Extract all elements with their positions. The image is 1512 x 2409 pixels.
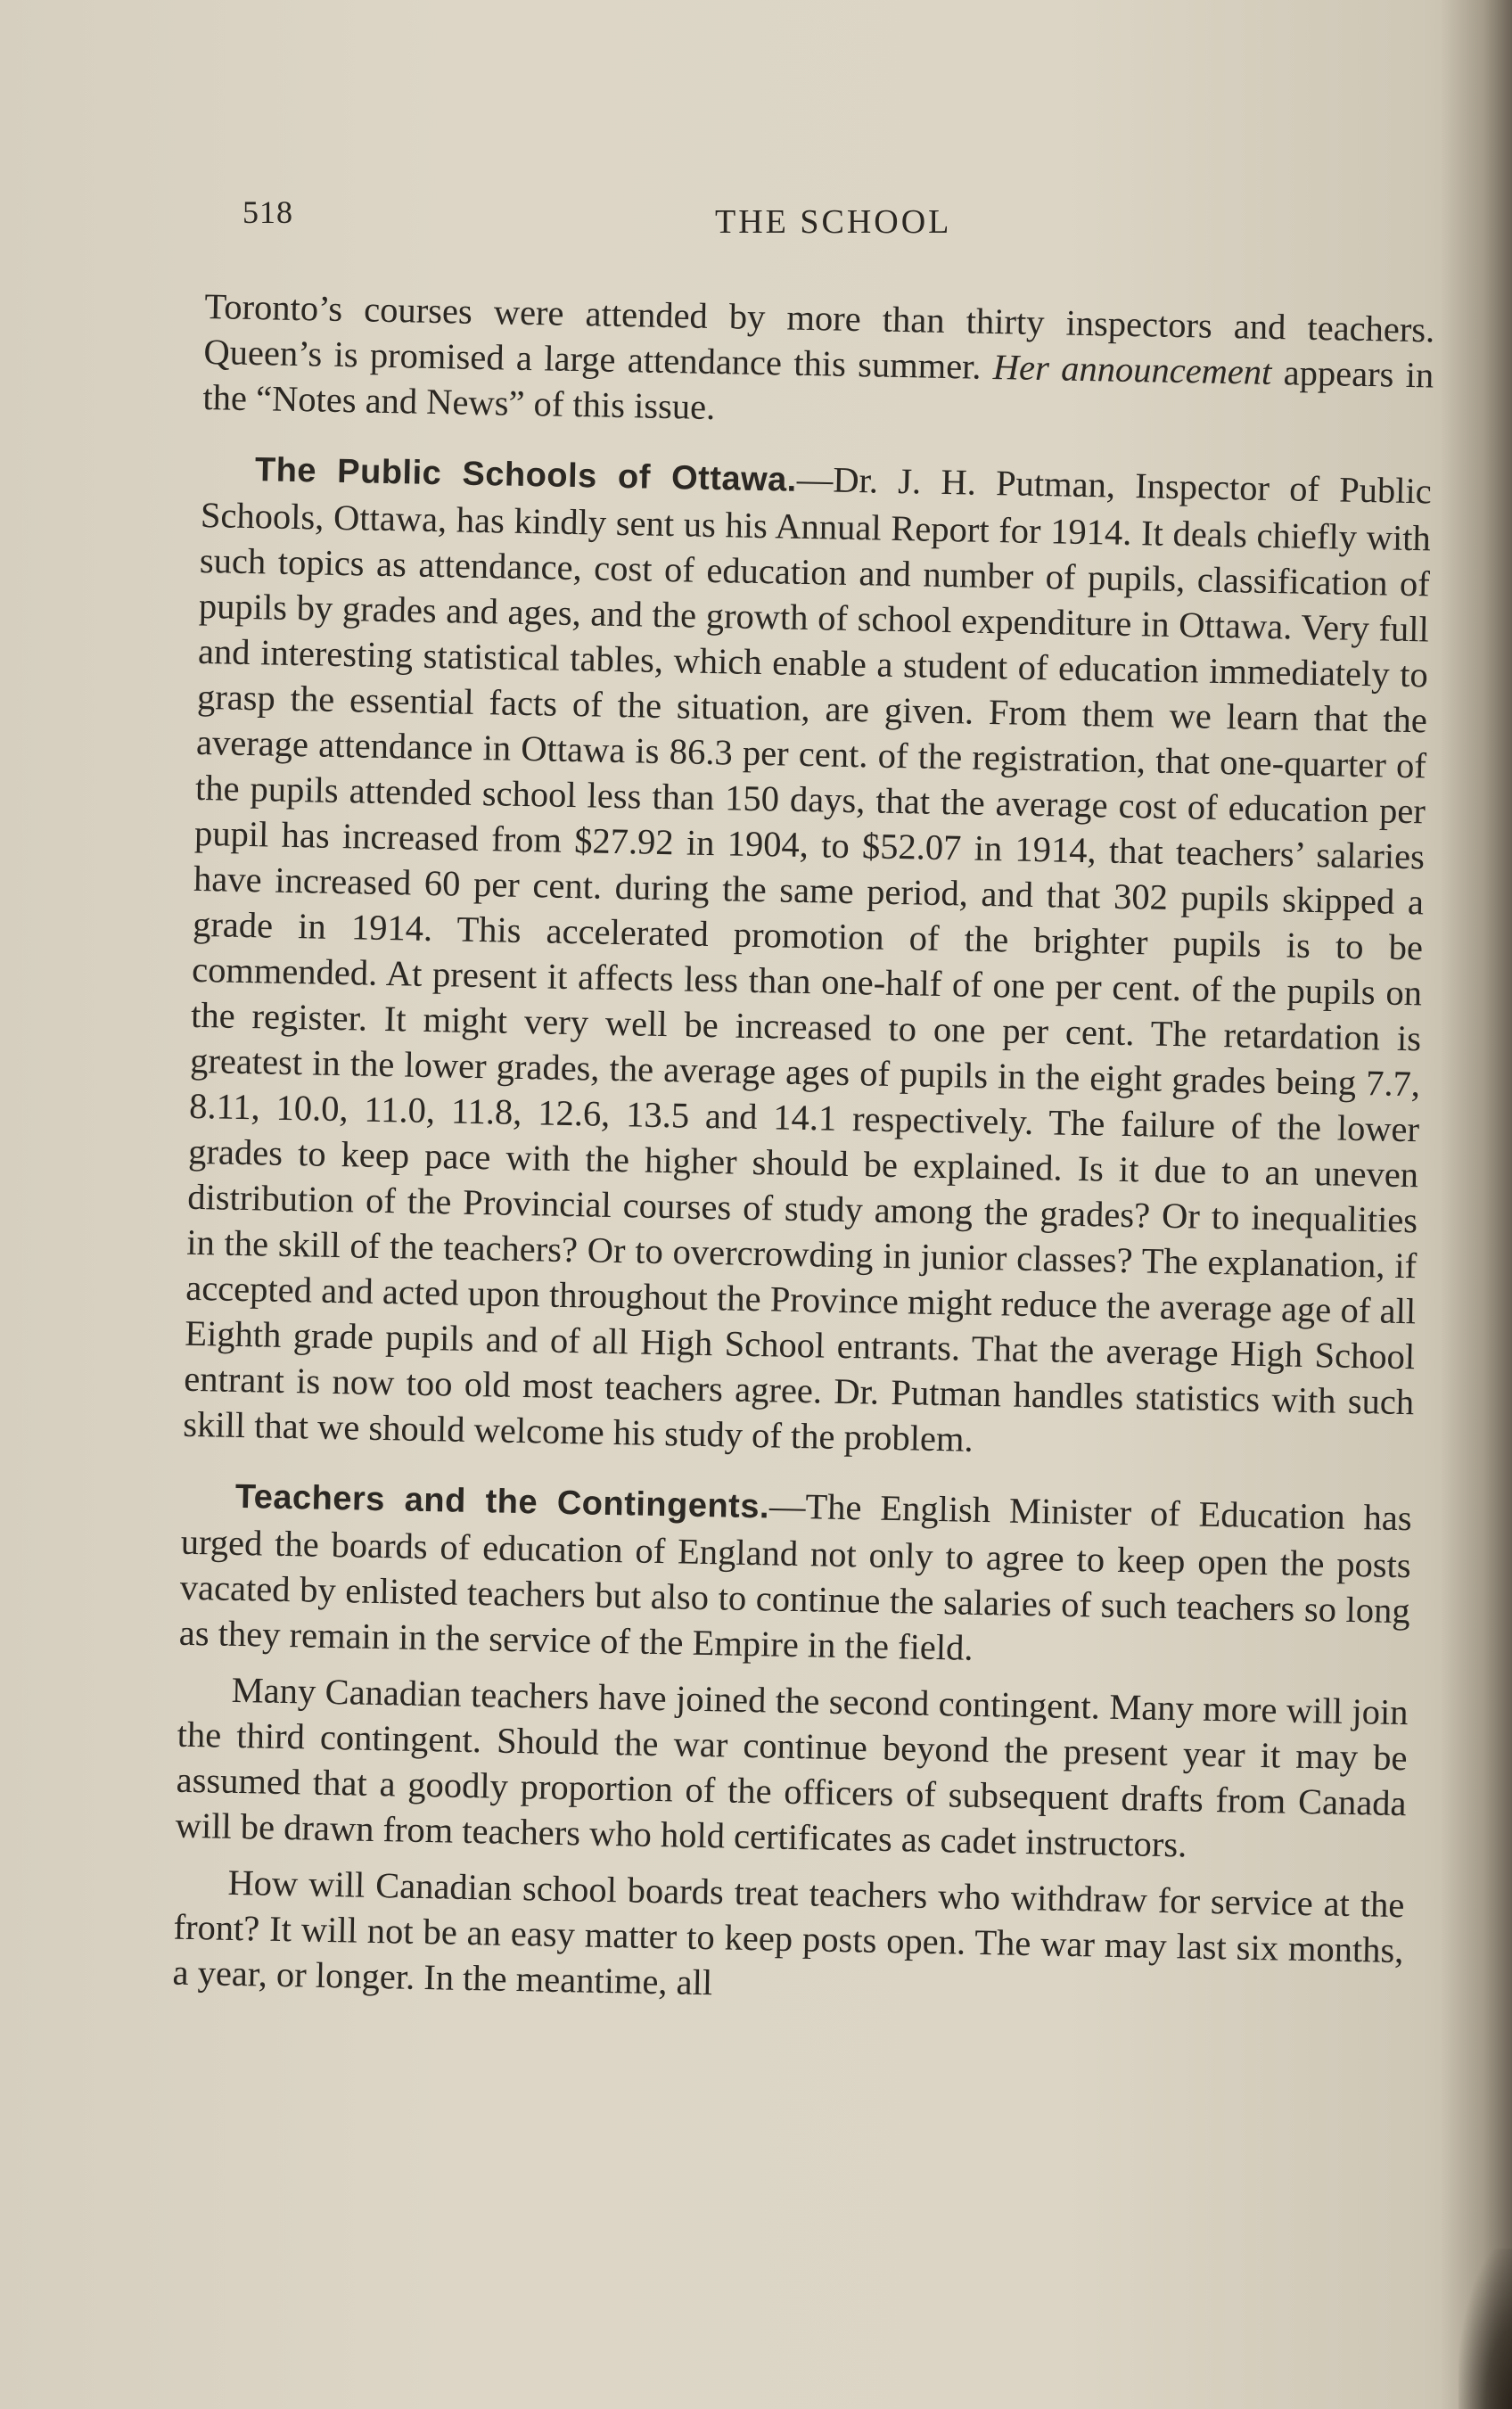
paragraph-text: —The English Minister of Education has urged the boards of education of England not only to agree to keep open the posts vacated by enlisted teachers but also to continue the salaries of such teachers so long as they remain in the service of the Empire in the field. bbox=[178, 1485, 1413, 1668]
running-head: THE SCHOOL bbox=[715, 203, 952, 241]
paragraph-canadian-teachers bbox=[175, 1666, 1409, 1871]
paragraph-text: How will Canadian school boards treat teachers who withdraw for service at the front? It will not be an easy matter to keep posts open. The war may last six months, a year, or longer. In the meantime, all bbox=[172, 1862, 1405, 2003]
paragraph-continuation bbox=[202, 284, 1435, 443]
paragraph-teachers-contingents bbox=[178, 1472, 1412, 1679]
paragraph-text: —Dr. J. H. Putman, Inspector of Public Schools, Ottawa, has kindly sent us his Annual Report for 1914. It deals chiefly with such topics as attendance, cost of education and number of pupils, classification of pupils by grades and ages, and the growth of school expenditure in Ottawa. Very full and interesting statistical tables, which enable a student of education immediately to grasp the essential facts of the situation, are given. From them we learn that the average attendance in Ottawa is 86.3 per cent. of the registration, that one-quarter of the pupils attended school less than 150 days, that the average cost of education per pupil has increased from $27.92 in 1904, to $52.07 in 1914, that teachers’ salaries have increased 60 per cent. during the same period, and that 302 pupils skipped a grade in 1914. This accelerated promotion of the brighter pupils is to be commended. At present it affects less than one-half of one per cent. of the pupils on the register. It might very well be increased to one per cent. The retardation is greatest in the lower grades, the average ages of pupils in the eight grades being 7.7, 8.11, 10.0, 11.0, 11.8, 12.6, 13.5 and 14.1 respectively. The failure of the lower grades to keep pace with the higher should be explained. Is it due to an uneven distribution of the Provincial courses of study among the grades? Or to inequalities in the skill of the teachers? Or to overcrowding in junior classes? The explanation, if accepted and acted upon throughout the Province might reduce the average age of all Eighth grade pupils and of all High School entrants. That the average High School entrant is now too old most teachers agree. Dr. Putman handles statistics with such skill that we should welcome his study of the problem. bbox=[183, 458, 1433, 1459]
page-number: 518 bbox=[242, 194, 293, 230]
emphasis-text: Her announcement bbox=[992, 346, 1272, 392]
page-header bbox=[242, 183, 1401, 245]
section-heading-teachers-contingents: Teachers and the Contingents. bbox=[234, 1477, 770, 1526]
page-edge-shadow bbox=[1441, 0, 1512, 2409]
paragraph-public-schools-ottawa bbox=[183, 445, 1432, 1470]
paragraph-tail-text: appears in the “Notes and News” of this issue. bbox=[202, 351, 1434, 428]
paragraph-school-boards bbox=[172, 1859, 1405, 2018]
paragraph-text: Many Canadian teachers have joined the second contingent. Many more will join the third contingent. Should the war continue beyond the present year it may be assumed that a goodly proportion of the officers of subsequent drafts from Canada will be drawn from teachers who hold certificates as cadet instructors. bbox=[175, 1669, 1409, 1865]
corner-shadow bbox=[1459, 2249, 1512, 2409]
paragraph-lead-text: Toronto’s courses were attended by more than thirty inspectors and teachers. Queen’s is promised a large attendance this summer. bbox=[203, 285, 1435, 387]
body-text bbox=[172, 284, 1435, 2018]
section-heading-public-schools: The Public Schools of Ottawa. bbox=[254, 451, 798, 499]
